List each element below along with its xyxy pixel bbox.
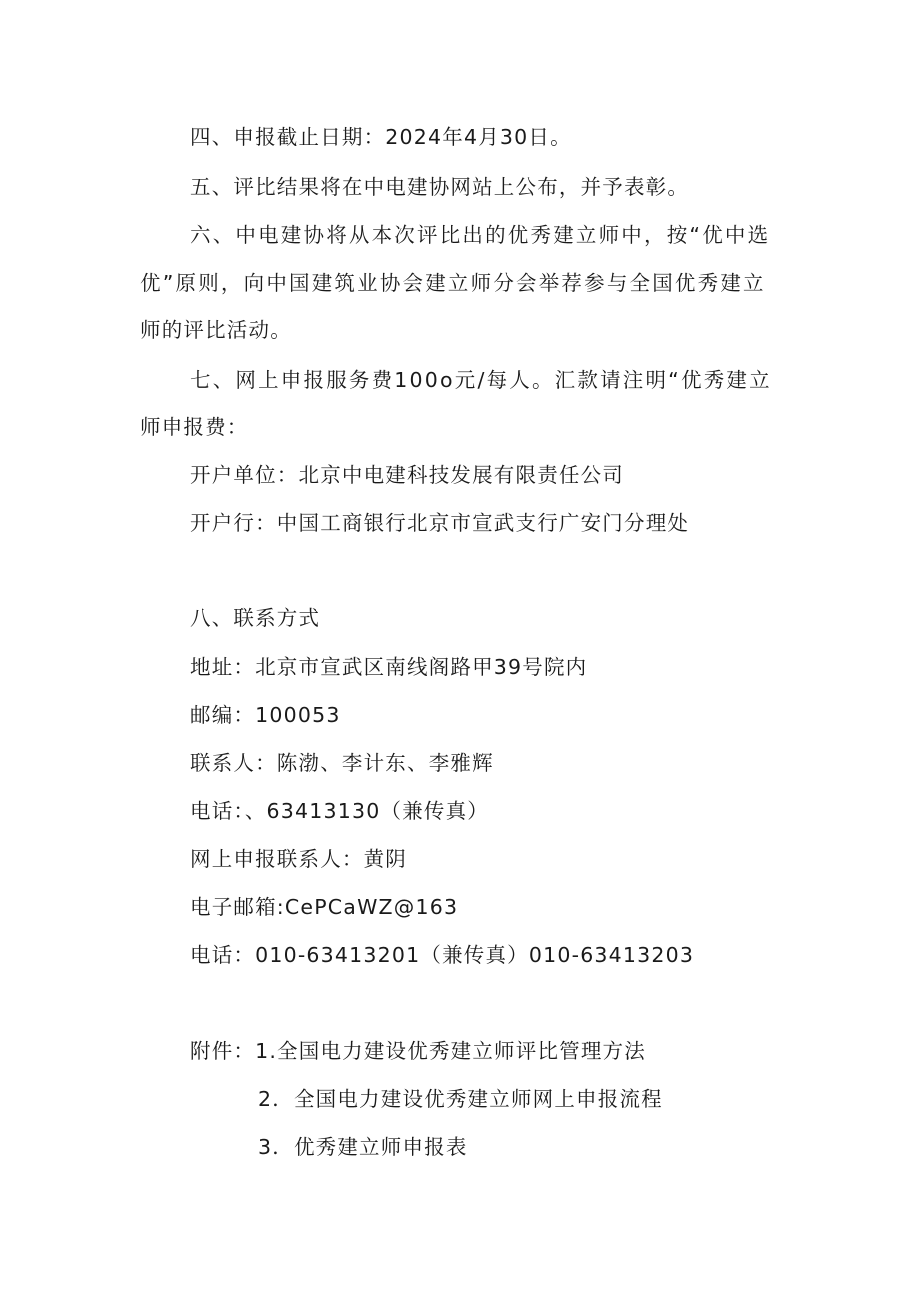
account-unit: 开户单位：北京中电建科技发展有限责任公司 xyxy=(190,463,624,487)
contact-postcode: 邮编：100053 xyxy=(190,703,341,727)
contact-address: 地址：北京市宣武区南线阁路甲39号院内 xyxy=(190,655,588,679)
item-6-line-1: 六、中电建协将从本次评比出的优秀建立师中，按“优中选 xyxy=(190,223,771,247)
contact-phone-2: 电话：010-63413201（兼传真）010-63413203 xyxy=(190,943,695,967)
attachment-line-2: 2．全国电力建设优秀建立师网上申报流程 xyxy=(258,1087,663,1111)
item-6-line-3: 师的评比活动。 xyxy=(140,318,292,342)
online-contact: 网上申报联系人：黄阴 xyxy=(190,847,407,871)
contact-heading: 八、联系方式 xyxy=(190,606,321,630)
item-6-line-2: 优”原则，向中国建筑业协会建立师分会举荐参与全国优秀建立 xyxy=(140,271,766,295)
item-4-deadline: 四、申报截止日期：2024年4月30日。 xyxy=(190,125,572,149)
contact-people: 联系人：陈渤、李计东、李雅辉 xyxy=(190,751,494,775)
contact-phone: 电话：、63413130（兼传真） xyxy=(190,799,489,823)
account-bank: 开户行：中国工商银行北京市宣武支行广安门分理处 xyxy=(190,511,690,535)
item-5-results: 五、评比结果将在中电建协网站上公布，并予表彰。 xyxy=(190,175,690,199)
attachment-line-1: 附件：1.全国电力建设优秀建立师评比管理方法 xyxy=(190,1039,646,1063)
attachment-line-3: 3．优秀建立师申报表 xyxy=(258,1135,468,1159)
item-7-line-1: 七、网上申报服务费100o元/每人。汇款请注明“优秀建立 xyxy=(190,368,772,392)
contact-email: 电子邮箱:CePCaWZ@163 xyxy=(190,895,459,919)
item-7-line-2: 师申报费： xyxy=(140,415,249,439)
